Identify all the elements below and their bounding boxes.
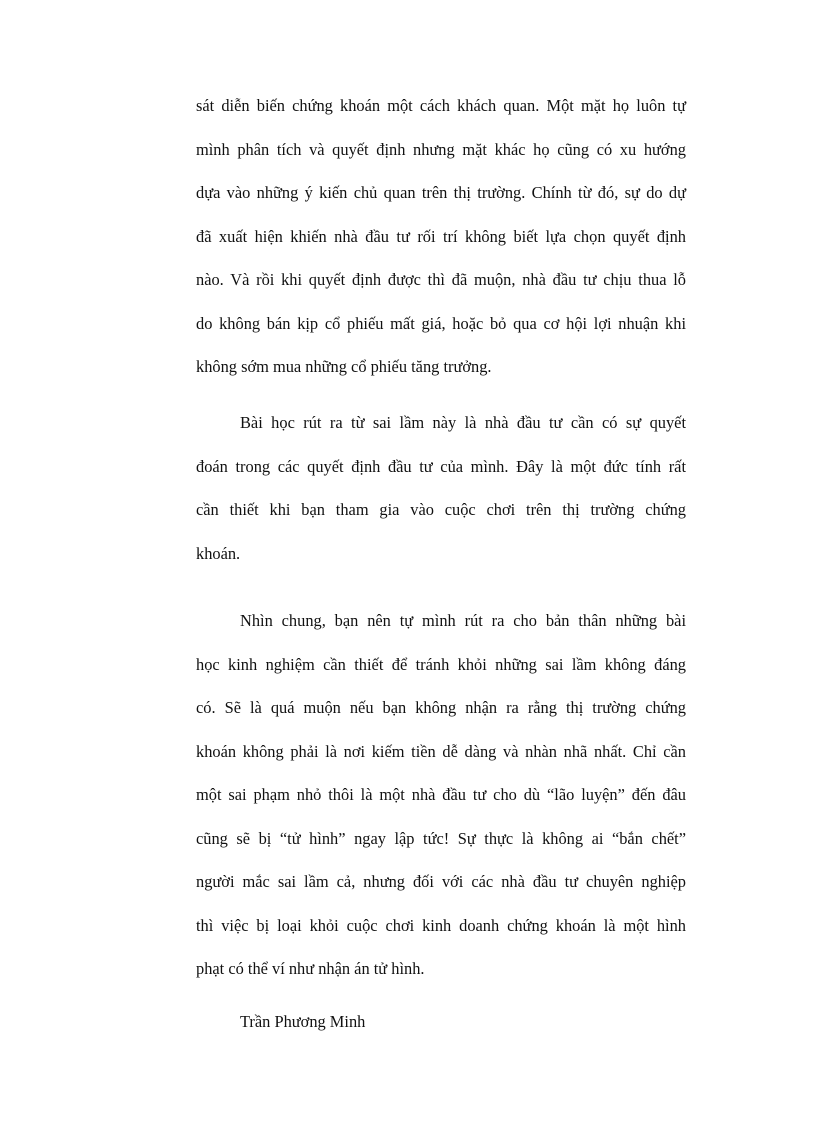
- paragraph-1-line-7: không sớm mua những cổ phiếu tăng trưởng.: [196, 357, 492, 376]
- paragraph-1: [196, 84, 686, 389]
- paragraph-3-line-6: cũng sẽ bị “tử hình” ngay lập tức! Sự thực là không ai “bắn chết”: [196, 828, 686, 848]
- paragraph-2-text: [196, 401, 686, 575]
- paragraph-2-line-4: khoán.: [196, 543, 241, 563]
- paragraph-3-text: [196, 599, 686, 991]
- author-signature: [196, 1000, 686, 1044]
- author-name: Trần Phương Minh: [240, 1012, 366, 1031]
- paragraph-3-line-1: Nhìn chung, bạn nên tự mình rút ra cho bản thân những bài: [240, 611, 686, 630]
- paragraph-1-line-6: do không bán kịp cổ phiếu mất giá, hoặc bỏ qua cơ hội lợi nhuận khi: [196, 313, 686, 333]
- paragraph-2-line-3: cần thiết khi bạn tham gia vào cuộc chơi trên thị trường chứng: [196, 500, 686, 519]
- paragraph-3-line-5: một sai phạm nhỏ thôi là một nhà đầu tư cho dù “lão luyện” đến đâu: [196, 785, 686, 804]
- paragraph-3-line-8: thì việc bị loại khỏi cuộc chơi kinh doanh chứng khoán là một hình: [196, 915, 686, 935]
- paragraph-1-line-4: đã xuất hiện khiến nhà đầu tư rối trí không biết lựa chọn quyết định: [196, 226, 686, 246]
- paragraph-3-line-4: khoán không phải là nơi kiếm tiền dễ dàng và nhàn nhã nhất. Chỉ cần: [196, 741, 686, 761]
- paragraph-1-line-3: dựa vào những ý kiến chủ quan trên thị trường. Chính từ đó, sự do dự: [196, 183, 686, 202]
- paragraph-2: [196, 401, 686, 575]
- paragraph-3-line-2: học kinh nghiệm cần thiết để tránh khỏi những sai lầm không đáng: [196, 654, 686, 674]
- paragraph-1-line-2: mình phân tích và quyết định nhưng mặt khác họ cũng có xu hướng: [196, 139, 686, 159]
- paragraph-3-line-3: có. Sẽ là quá muộn nếu bạn không nhận ra rằng thị trường chứng: [196, 698, 686, 717]
- paragraph-3-line-7: người mắc sai lầm cả, nhưng đối với các nhà đầu tư chuyên nghiệp: [196, 872, 686, 891]
- paragraph-1-line-1: sát diễn biến chứng khoán một cách khách quan. Một mặt họ luôn tự: [196, 96, 686, 115]
- paragraph-1-text: [196, 84, 686, 389]
- paragraph-2-line-2: đoán trong các quyết định đầu tư của mình. Đây là một đức tính rất: [196, 456, 686, 476]
- paragraph-3: [196, 599, 686, 991]
- paragraph-2-line-1: Bài học rút ra từ sai lầm này là nhà đầu tư cần có sự quyết: [240, 413, 686, 432]
- paragraph-3-line-9: phạt có thể ví như nhận án tử hình.: [196, 959, 425, 978]
- paragraph-1-line-5: nào. Và rồi khi quyết định được thì đã muộn, nhà đầu tư chịu thua lỗ: [196, 270, 686, 289]
- author-signature-text: [196, 1000, 686, 1044]
